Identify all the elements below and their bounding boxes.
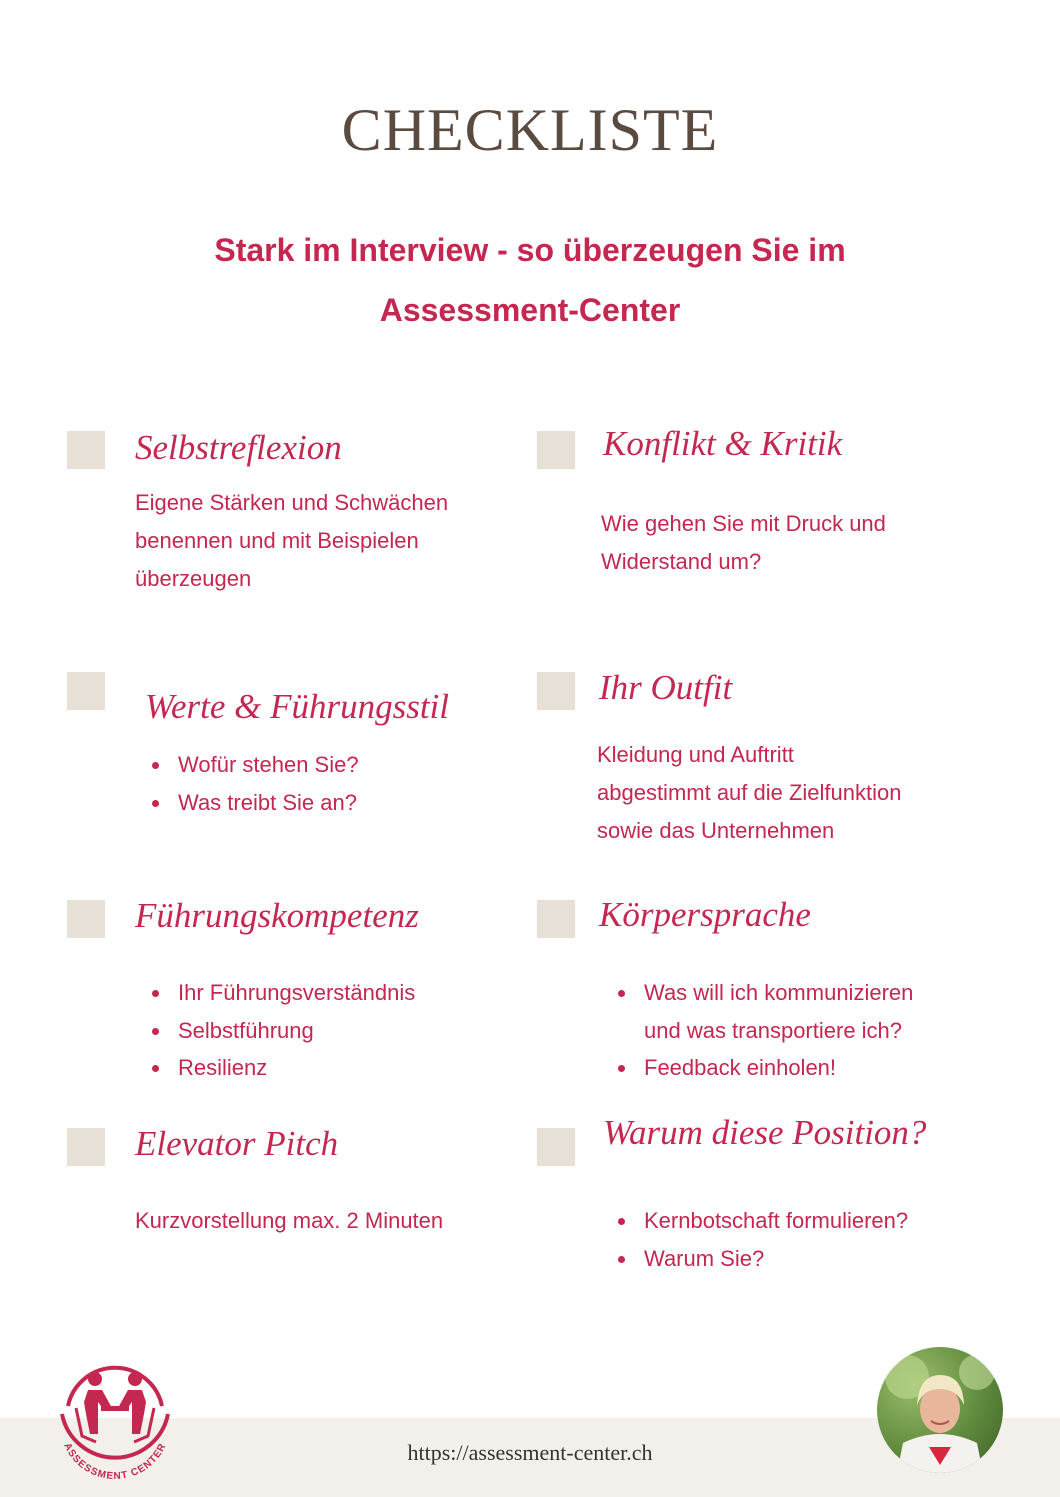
heading-koerper: Körpersprache (599, 895, 811, 934)
checkbox-koerper[interactable] (537, 900, 575, 938)
list-werte (152, 746, 359, 821)
heading-pitch: Elevator Pitch (135, 1124, 339, 1163)
footer-url-link[interactable]: https://assessment-center.ch (407, 1440, 653, 1465)
list-item-text: Was will ich kommunizieren (644, 980, 914, 1005)
list-item-text: und was transportiere ich? (644, 1017, 903, 1043)
list-item: Kernbotschaft formulieren? (618, 1202, 908, 1240)
checkbox-position[interactable] (537, 1128, 575, 1166)
text-line: sowie das Unternehmen (597, 818, 835, 843)
list-item: Was treibt Sie an? (152, 784, 359, 822)
text-line: benennen und mit Beispielen (135, 528, 419, 553)
checkbox-selbstreflexion[interactable] (67, 431, 105, 469)
list-koerper (618, 974, 913, 1087)
text-line: Kleidung und Auftritt (597, 742, 794, 767)
text-line: Eigene Stärken und Schwächen (135, 490, 449, 515)
heading-position: Warum diese Position? (603, 1113, 927, 1152)
subtitle-line-2: Assessment-Center (379, 292, 681, 328)
checkbox-fuehrung[interactable] (67, 900, 105, 938)
svg-text:ASSESSMENT CENTER (61, 1441, 168, 1482)
list-item (618, 974, 913, 1049)
portrait-photo (877, 1347, 1003, 1473)
list-item: Wofür stehen Sie? (152, 746, 359, 784)
list-item: Feedback einholen! (618, 1049, 913, 1087)
text-outfit (597, 736, 902, 850)
checkbox-werte[interactable] (67, 672, 105, 710)
text-line: Widerstand um? (601, 549, 762, 574)
heading-selbstreflexion: Selbstreflexion (135, 428, 342, 467)
text-line: überzeugen (135, 566, 252, 591)
text-selbstreflexion (135, 484, 448, 598)
logo-text: ASSESSMENT CENTER (61, 1441, 169, 1482)
heading-konflikt: Konflikt & Kritik (603, 424, 843, 463)
subtitle-line-1: Stark im Interview - so überzeugen Sie im (214, 232, 846, 268)
list-fuehrung (152, 974, 415, 1087)
text-line: Kurzvorstellung max. 2 Minuten (135, 1208, 444, 1233)
list-item: Resilienz (152, 1049, 415, 1087)
list-position (618, 1202, 908, 1277)
list-item: Ihr Führungsverständnis (152, 974, 415, 1012)
text-konflikt (601, 505, 886, 581)
page-title: CHECKLISTE (341, 97, 719, 163)
text-line: Wie gehen Sie mit Druck und (601, 511, 886, 536)
checkbox-konflikt[interactable] (537, 431, 575, 469)
list-item: Selbstführung (152, 1012, 415, 1050)
assessment-center-logo (46, 1344, 184, 1482)
heading-werte: Werte & Führungsstil (145, 687, 449, 726)
text-pitch (135, 1202, 443, 1240)
checkbox-outfit[interactable] (537, 672, 575, 710)
checkbox-pitch[interactable] (67, 1128, 105, 1166)
text-line: abgestimmt auf die Zielfunktion (597, 780, 902, 805)
portrait-image (877, 1347, 1003, 1473)
heading-fuehrung: Führungskompetenz (135, 896, 419, 935)
list-item: Warum Sie? (618, 1240, 908, 1278)
heading-outfit: Ihr Outfit (599, 668, 733, 707)
